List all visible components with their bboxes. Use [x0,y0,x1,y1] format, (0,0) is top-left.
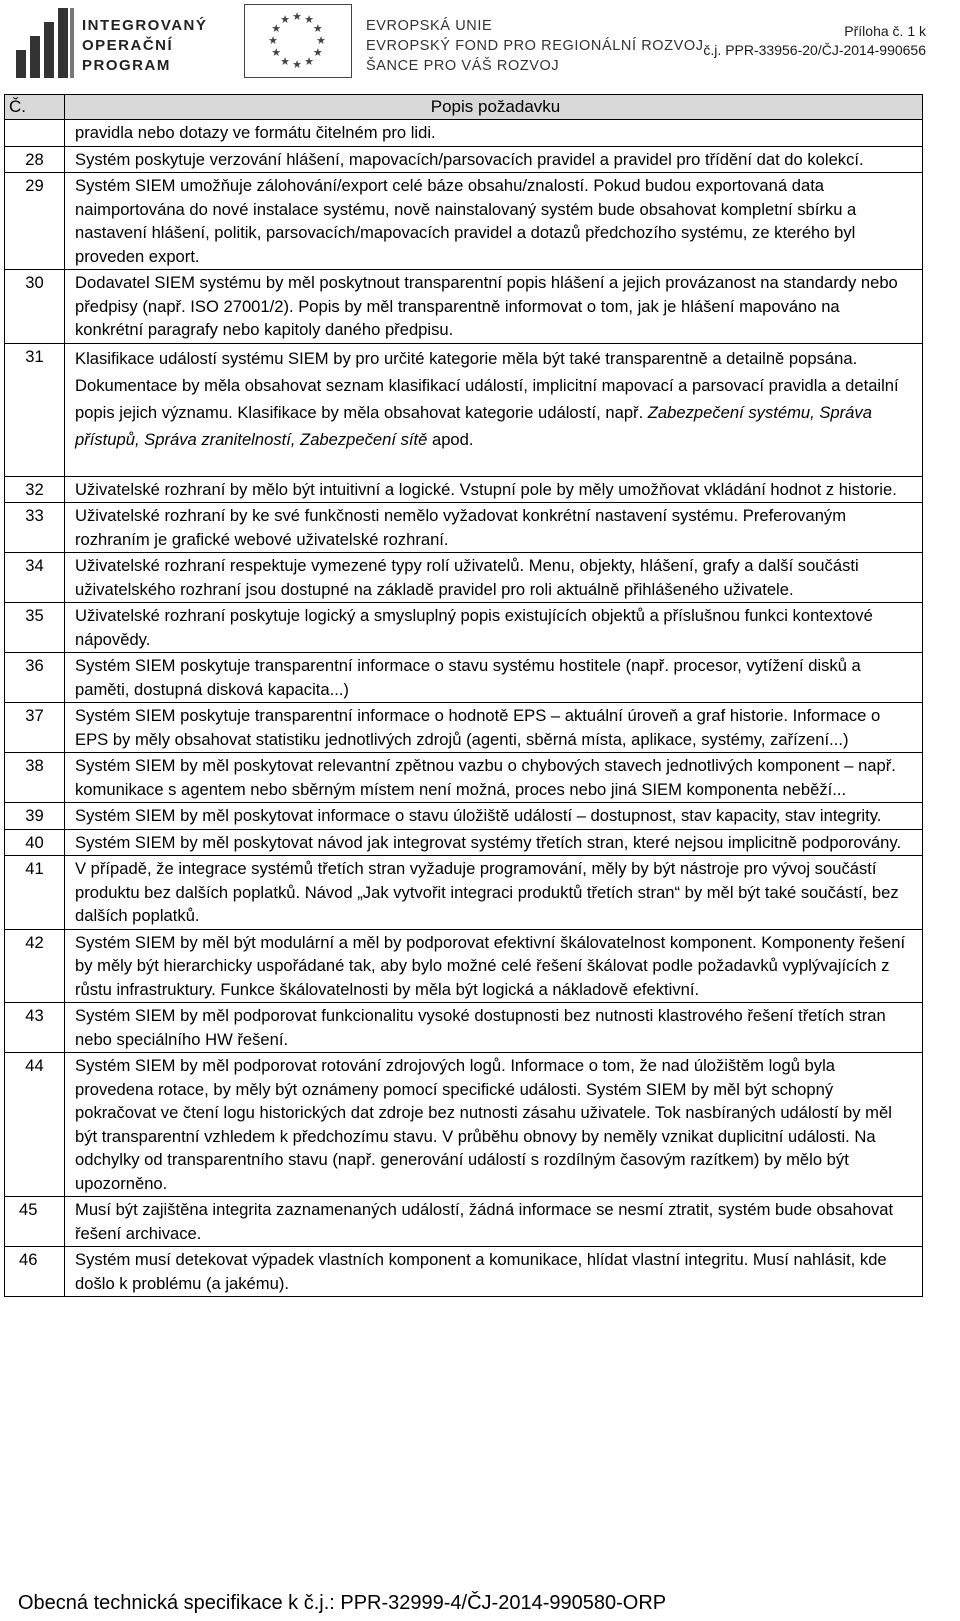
row-description: Uživatelské rozhraní respektuje vymezené typy rolí uživatelů. Menu, objekty, hlášení, grafy a další součásti uživatelského rozhraní jsou dostupné na základě pravidel pro roli aktuálně přihlášeného uživatele. [65,553,923,603]
iop-line-2: OPERAČNÍ [82,37,174,54]
row-description: Systém SIEM by měl poskytovat návod jak integrovat systémy třetích stran, které nejsou implicitně podporovány. [65,829,923,856]
row-description: Systém SIEM by měl být modulární a měl by podporovat efektivní škálovatelnost komponent. Komponenty řešení by měly být hierarchicky uspořádané tak, aby bylo možné celé řešení škálovat podle požadavků vyplývajících z růstu infrastruktury. Funkce škálovatelnosti by měla být logická a nákladově efektivní. [65,929,923,1003]
table-row [5,343,923,476]
table-row [5,753,923,803]
row-number: 43 [5,1003,65,1053]
eu-star-icon: ★ [292,59,302,71]
row-description: Systém SIEM by měl podporovat rotování zdrojových logů. Informace o tom, že nad úložištěm logů byla provedena rotace, by měly být oznámeny pomocí specifické události. Systém SIEM by měl být schopný pokračovat ve čtení logu historických dat zdroje bez nutnosti zásahu uživatele. Tok nasbíraných událostí by měl být transparentní vzhledem k předchozímu stavu. V průběhu obnovy by neměly vznikat duplicitní události. Na odchylky od transparentního stavu (např. generování událostí s rozdílným časovým razítkem) by mělo být upozorněno. [65,1053,923,1197]
row-number: 30 [5,270,65,344]
row-description: Dodavatel SIEM systému by měl poskytnout transparentní popis hlášení a jejich provázanost na standardy nebo předpisy (např. ISO 27001/2). Popis by měl transparentně informovat o tom, jak je hlášení mapováno na konkrétní paragrafy nebo kapitoly daného předpisu. [65,270,923,344]
row-number: 38 [5,753,65,803]
row-description: pravidla nebo dotazy ve formátu čitelném pro lidi. [65,120,923,147]
eu-star-icon: ★ [312,23,323,35]
row-description: Systém SIEM poskytuje transparentní informace o stavu systému hostitele (např. procesor, vytížení disků a paměti, dostupná disková kapacita...) [65,653,923,703]
row-number: 42 [5,929,65,1003]
table-row [5,653,923,703]
table-row [5,703,923,753]
reference-number: č.j. PPR-33956-20/ČJ-2014-990656 [703,42,926,58]
table-row [5,173,923,270]
page-header [0,0,960,90]
table-row [5,503,923,553]
attachment-note [703,22,926,60]
row-number: 37 [5,703,65,753]
row-description-tail: apod. [427,429,474,449]
row-description: Uživatelské rozhraní poskytuje logický a smysluplný popis existujících objektů a příslušnou funkci kontextové nápovědy. [65,603,923,653]
eu-star-icon: ★ [268,35,278,47]
table-header-row [5,95,923,120]
eu-star-icon: ★ [280,55,290,68]
iop-logo [14,6,219,80]
eu-flag-icon [244,4,352,78]
eu-line-2: EVROPSKÝ FOND PRO REGIONÁLNÍ ROZVOJ [366,38,704,54]
row-description: Systém poskytuje verzování hlášení, mapovacích/parsovacích pravidel a pravidel pro třídění dat do kolekcí. [65,146,923,173]
row-description: Systém musí detekovat výpadek vlastních komponent a komunikace, hlídat vlastní integritu. Musí nahlásit, kde došlo k problému (a jakému). [65,1247,923,1297]
row-description [65,343,923,476]
eu-star-icon: ★ [280,14,290,27]
column-header-number: Č. [5,95,65,120]
table-row [5,1197,923,1247]
table-row [5,1247,923,1297]
eu-star-icon: ★ [312,47,323,59]
row-description: Musí být zajištěna integrita zaznamenaných událostí, žádná informace se nesmí ztratit, systém bude obsahovat řešení archivace. [65,1197,923,1247]
row-number: 41 [5,856,65,930]
eu-line-3: ŠANCE PRO VÁŠ ROZVOJ [366,58,560,74]
table-row [5,120,923,147]
column-header-description: Popis požadavku [65,95,923,120]
table-row [5,270,923,344]
row-description: Systém SIEM by měl poskytovat informace o stavu úložiště událostí – dostupnost, stav kapacity, stav integrity. [65,803,923,830]
table-row [5,929,923,1003]
row-number: 44 [5,1053,65,1197]
row-number: 32 [5,476,65,503]
table-row [5,476,923,503]
row-number: 34 [5,553,65,603]
row-number: 28 [5,146,65,173]
row-number: 39 [5,803,65,830]
iop-line-1: INTEGROVANÝ [82,17,208,34]
row-number: 29 [5,173,65,270]
row-number: 33 [5,503,65,553]
page-footer: Obecná technická specifikace k č.j.: PPR-32999-4/ČJ-2014-990580-ORP [18,1592,667,1614]
eu-star-icon: ★ [304,55,314,68]
eu-logo-text [366,16,704,76]
row-number: 36 [5,653,65,703]
eu-line-1: EVROPSKÁ UNIE [366,18,493,34]
table-row [5,146,923,173]
row-description: V případě, že integrace systémů třetích stran vyžaduje programování, měly by být nástroje pro vývoj součástí produktu bez dalších poplatků. Návod „Jak vytvořit integraci produktů třetích stran“ by měl být také součástí, bez dalších poplatků. [65,856,923,930]
row-number: 45 [5,1197,65,1247]
eu-star-icon: ★ [316,35,326,47]
iop-line-3: PROGRAM [82,57,171,74]
row-number [5,120,65,147]
row-number: 31 [5,343,65,476]
row-number: 46 [5,1247,65,1297]
row-number: 35 [5,603,65,653]
table-row [5,829,923,856]
eu-star-icon: ★ [271,47,282,59]
row-description: Systém SIEM umožňuje zálohování/export celé báze obsahu/znalostí. Pokud budou exportovaná data naimportována do nové instalace systému, nově nainstalovaný systém bude obsahovat kompletní sbírku a nastavení hlášení, politik, parsovacích/mapovacích pravidel a dotazů předchozího systému, ze kterého byl proveden export. [65,173,923,270]
eu-star-icon: ★ [292,11,302,23]
row-description: Systém SIEM poskytuje transparentní informace o hodnotě EPS – aktuální úroveň a graf historie. Informace o EPS by měly obsahovat statistiku jednotlivých zdrojů (agenti, sběrná místa, aplikace, systémy, zařízení...) [65,703,923,753]
table-row [5,803,923,830]
row-description-text: Klasifikace událostí systému SIEM by pro určité kategorie měla být také transparentně a detailně popsána. Dokumentace by měla obsahovat seznam klasifikací událostí, implicitní mapovací a parsovací pravidla a detailní popis jejich významu. Klasifikace by měla obsahovat kategorie událostí, např. [75,348,899,422]
row-description: Systém SIEM by měl poskytovat relevantní zpětnou vazbu o chybových stavech jednotlivých komponent – např. komunikace s agentem nebo sběrným místem není možná, proces nebo jiná SIEM komponenta neběží... [65,753,923,803]
row-description: Systém SIEM by měl podporovat funkcionalitu vysoké dostupnosti bez nutnosti klastrového řešení třetích stran nebo speciálního HW řešení. [65,1003,923,1053]
iop-bars-icon [14,6,76,80]
table-row [5,1053,923,1197]
attachment-label: Příloha č. 1 k [844,23,926,39]
eu-star-icon: ★ [271,23,282,35]
row-description-italic: Zabezpečení systému, Správa přístupů, Správa zranitelností, Zabezpečení sítě [75,402,872,449]
row-description: Uživatelské rozhraní by mělo být intuitivní a logické. Vstupní pole by měly umožňovat vkládání hodnot z historie. [65,476,923,503]
table-row [5,1003,923,1053]
table-row [5,603,923,653]
table-row [5,856,923,930]
eu-star-icon: ★ [304,14,314,27]
table-row [5,553,923,603]
row-description: Uživatelské rozhraní by ke své funkčnosti nemělo vyžadovat konkrétní nastavení systému. Preferovaným rozhraním je grafické webové uživatelské rozhraní. [65,503,923,553]
requirements-table [4,94,923,1297]
row-number: 40 [5,829,65,856]
